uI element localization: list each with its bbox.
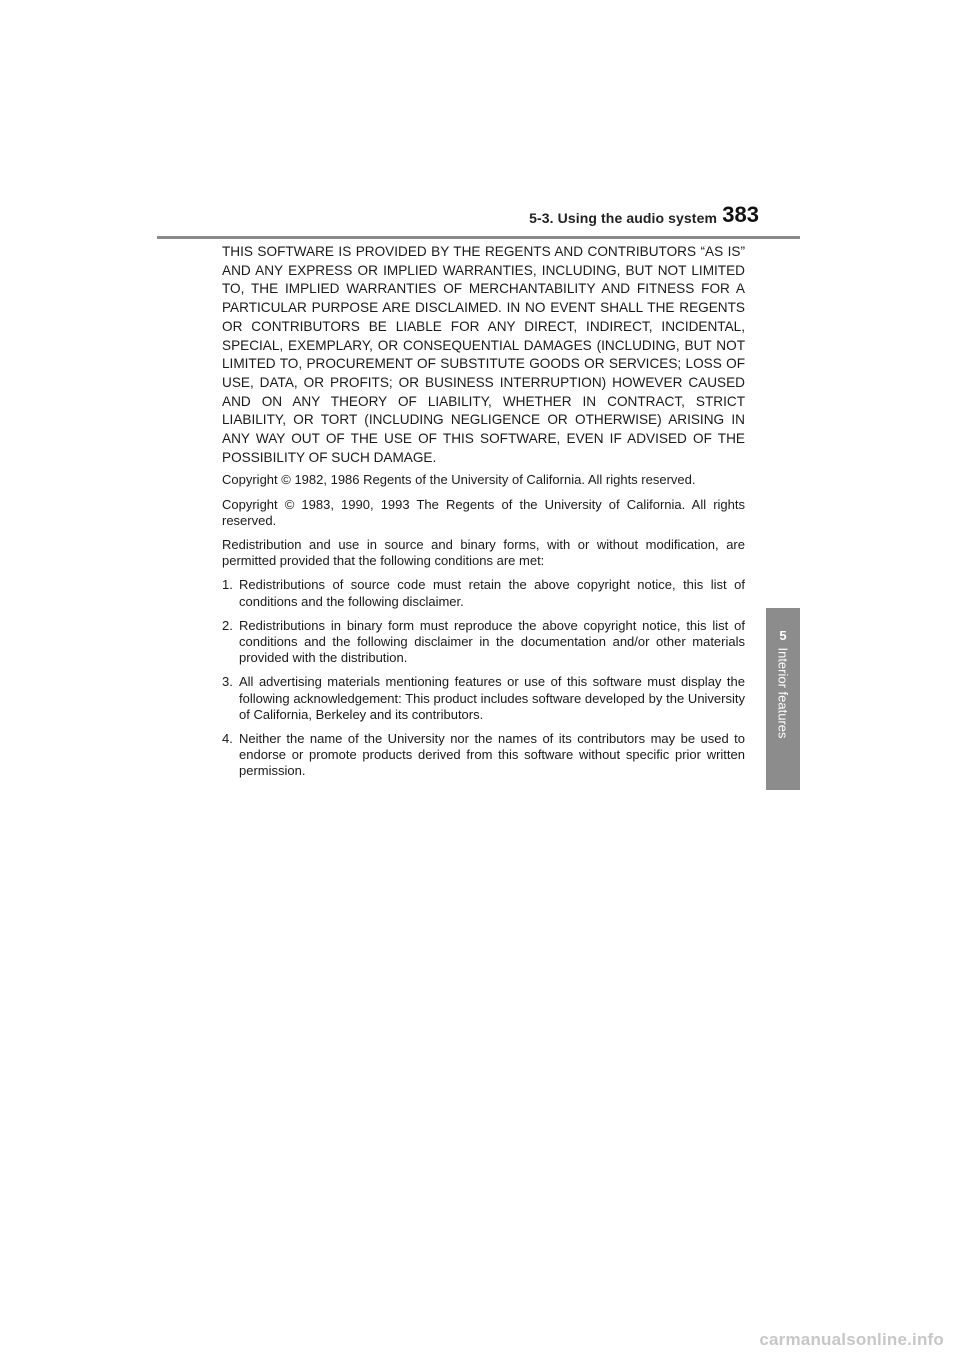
chapter-title: Interior features: [775, 647, 791, 739]
list-item-number: 3.: [222, 674, 233, 690]
page-header: [157, 200, 800, 239]
list-item-number: 1.: [222, 577, 233, 593]
list-item: [222, 674, 745, 723]
list-item: [222, 731, 745, 780]
warranty-disclaimer: THIS SOFTWARE IS PROVIDED BY THE REGENTS AND CONTRIBUTORS “AS IS” AND ANY EXPRESS OR IMPLIED WARRANTIES, INCLUDING, BUT NOT LIMITED TO, THE IMPLIED WARRANTIES OF MERCHANTABILITY AND FITNESS FOR A PARTICULAR PURPOSE ARE DISCLAIMED. IN NO EVENT SHALL THE REGENTS OR CONTRIBUTORS BE LIABLE FOR ANY DIRECT, INDIRECT, INCIDENTAL, SPECIAL, EXEMPLARY, OR CONSEQUENTIAL DAMAGES (INCLUDING, BUT NOT LIMITED TO, PROCUREMENT OF SUBSTITUTE GOODS OR SERVICES; LOSS OF USE, DATA, OR PROFITS; OR BUSINESS INTERRUPTION) HOWEVER CAUSED AND ON ANY THEORY OF LIABILITY, WHETHER IN CONTRACT, STRICT LIABILITY, OR TORT (INCLUDING NEGLIGENCE OR OTHERWISE) ARISING IN ANY WAY OUT OF THE USE OF THIS SOFTWARE, EVEN IF ADVISED OF THE POSSIBILITY OF SUCH DAMAGE.: [222, 244, 745, 465]
section-title: 5-3. Using the audio system: [529, 210, 717, 226]
list-item-text: Redistributions of source code must retain the above copyright notice, this list of conditions and the following disclaimer.: [239, 577, 745, 609]
copyright-notice-2: Copyright © 1983, 1990, 1993 The Regents of the University of California. All rights reserved.: [222, 496, 745, 528]
list-item-number: 4.: [222, 731, 233, 747]
redistribution-intro: Redistribution and use in source and binary forms, with or without modification, are permitted provided that the following conditions are met:: [222, 537, 745, 569]
chapter-side-tab: [766, 608, 800, 790]
copyright-notice-1: Copyright © 1982, 1986 Regents of the University of California. All rights reserved.: [222, 472, 696, 488]
list-item: [222, 618, 745, 667]
conditions-list: [222, 577, 745, 779]
list-item: [222, 577, 745, 609]
site-watermark: carmanualsonline.info: [759, 1330, 944, 1349]
list-item-text: Redistributions in binary form must reproduce the above copyright notice, this list of conditions and the following disclaimer in the documentation and/or other materials provided with the distribution.: [239, 617, 745, 666]
page-number: 383: [722, 202, 759, 227]
license-text: [222, 243, 745, 788]
list-item-number: 2.: [222, 617, 233, 633]
list-item-text: All advertising materials mentioning features or use of this software must display the following acknowledgement: This product includes software developed by the University of California, Berkeley and its contributors.: [239, 674, 745, 722]
chapter-number: 5: [779, 628, 787, 643]
list-item-text: Neither the name of the University nor the names of its contributors may be used to endorse or promote products derived from this software without specific prior written permission.: [239, 731, 745, 779]
